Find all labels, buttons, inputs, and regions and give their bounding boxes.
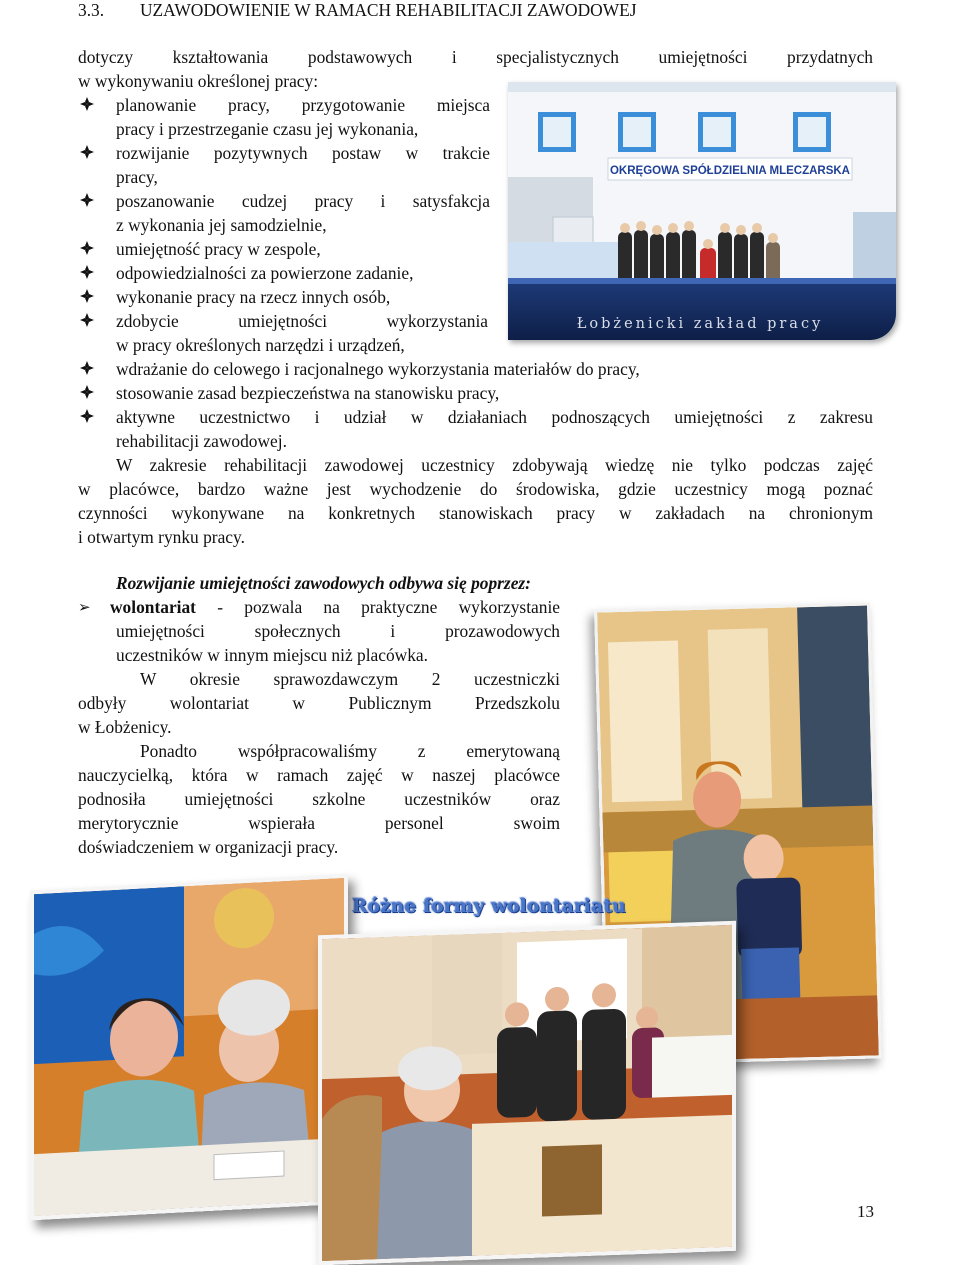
bullet-text: poszanowanie cudzej pracy i satysfakcja [116, 191, 490, 211]
paragraph-2-line: W okresie sprawozdawczym 2 uczestniczki [140, 669, 560, 689]
diamond-bullet-icon [80, 241, 94, 255]
arrow-bullet-icon: ➢ [78, 598, 91, 616]
bullet-text: planowanie pracy, przygotowanie miejsca [116, 95, 490, 115]
paragraph-3-line: nauczycielką, która w ramach zajęć w naszej placówce [78, 765, 560, 785]
paragraph-1-line: i otwartym rynku pracy. [78, 527, 245, 547]
paragraph-3-line: merytorycznie wspierała personel swoim [78, 813, 560, 833]
volunteer-line-3: uczestników w innym miejscu niż placówka. [116, 645, 428, 665]
section-title: UZAWODOWIENIE W RAMACH REHABILITACJI ZAWODOWEJ [140, 0, 637, 20]
diamond-bullet-icon [80, 193, 94, 207]
bullet-text: stosowanie zasad bezpieczeństwa na stanowisku pracy, [116, 383, 500, 403]
paragraph-3-line: podnosiła umiejętności szkolne uczestników oraz [78, 789, 560, 809]
paragraph-1-line: W zakresie rehabilitacji zawodowej uczestnicy zdobywają wiedzę nie tylko podczas zajęć [116, 455, 873, 475]
diamond-bullet-icon [80, 385, 94, 399]
volunteer-line-1 [110, 595, 560, 619]
section-number: 3.3. [78, 0, 105, 20]
volunteer-desc: - pozwala na praktyczne wykorzystanie [195, 597, 560, 617]
diamond-bullet-icon [80, 265, 94, 279]
bullet-text: wdrażanie do celowego i racjonalnego wykorzystania materiałów do pracy, [116, 359, 640, 379]
dairy-photo-caption: Łobżenicki zakład pracy [576, 316, 824, 332]
bullet-text: zdobycie umiejętności wykorzystania [116, 311, 488, 331]
bullet-text-cont: pracy, [116, 167, 158, 187]
page-number: 13 [857, 1202, 874, 1221]
intro-line-2: w wykonywaniu określonej pracy: [78, 71, 319, 91]
dairy-building-illustration [508, 82, 896, 340]
paragraph-2-line: w Łobżenicy. [78, 717, 172, 737]
paragraph-1-line: w placówce, bardzo ważne jest wychodzenie do środowiska, gdzie uczestnicy mogą poznać [78, 479, 873, 499]
women-at-table-illustration [34, 878, 344, 1216]
volunteer-line-2: umiejętności społecznych i prozawodowych [116, 621, 560, 641]
group-dining-room-illustration [322, 925, 732, 1261]
bullet-text-cont: w pracy określonych narzędzi i urządzeń, [116, 335, 405, 355]
subheading: Rozwijanie umiejętności zawodowych odbywa się poprzez: [116, 573, 531, 593]
volunteer-term: wolontariat [110, 597, 196, 617]
diamond-bullet-icon [80, 97, 94, 111]
bullet-text: odpowiedzialności za powierzone zadanie, [116, 263, 414, 283]
paragraph-1-line: czynności wykonywane na konkretnych stanowiskach pracy w zakładach na chronionym [78, 503, 873, 523]
dairy-building-photo [508, 82, 896, 340]
dairy-sign-text: OKRĘGOWA SPÓŁDZIELNIA MLECZARSKA [609, 165, 851, 177]
bullet-text: aktywne uczestnictwo i udział w działaniach podnoszących umiejętności z zakresu [116, 407, 873, 427]
bullet-text: umiejętność pracy w zespole, [116, 239, 321, 259]
paragraph-3-line: Ponadto współpracowaliśmy z emerytowaną [140, 741, 560, 761]
diamond-bullet-icon [80, 361, 94, 375]
paragraph-2-line: odbyły wolontariat w Publicznym Przedszkolu [78, 693, 560, 713]
bullet-text: wykonanie pracy na rzecz innych osób, [116, 287, 391, 307]
bullet-text-cont: z wykonania jej samodzielnie, [116, 215, 327, 235]
diamond-bullet-icon [80, 409, 94, 423]
diamond-bullet-icon [80, 313, 94, 327]
bullet-text: rozwijanie pozytywnych postaw w trakcie [116, 143, 490, 163]
group-dining-room-photo [318, 921, 736, 1265]
women-at-table-photo [30, 874, 348, 1221]
bullet-text-cont: rehabilitacji zawodowej. [116, 431, 287, 451]
volunteering-caption: Różne formy wolontariatu [352, 896, 626, 917]
diamond-bullet-icon [80, 289, 94, 303]
bullet-text-cont: pracy i przestrzeganie czasu jej wykonania, [116, 119, 419, 139]
intro-line-1: dotyczy kształtowania podstawowych i specjalistycznych umiejętności przydatnych [78, 47, 873, 67]
paragraph-3-line: doświadczeniem w organizacji pracy. [78, 837, 339, 857]
diamond-bullet-icon [80, 145, 94, 159]
